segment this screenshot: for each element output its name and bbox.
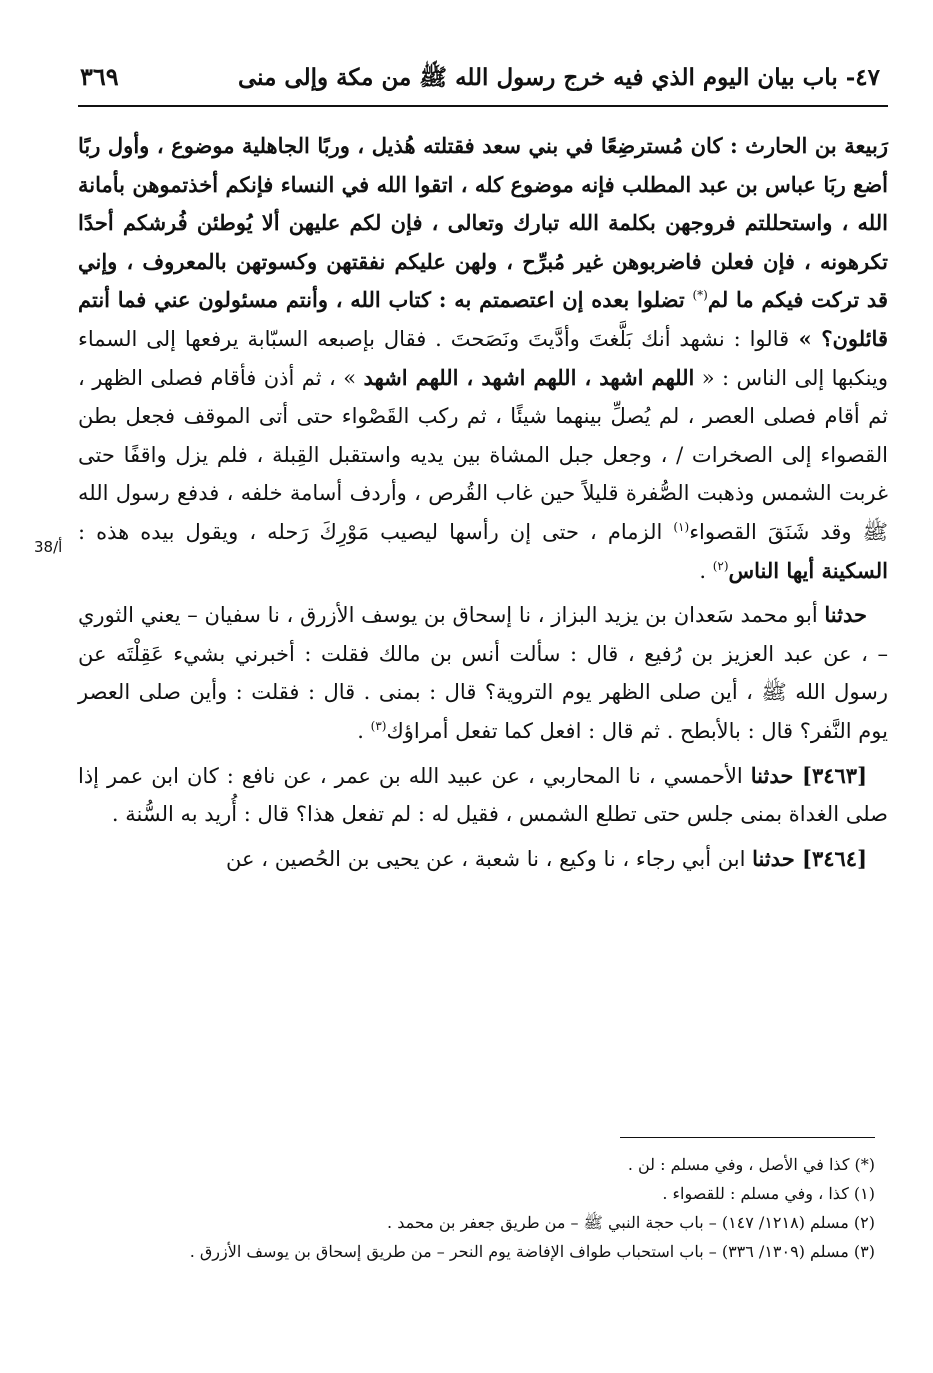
footnote-divider (620, 1137, 875, 1138)
chapter-title: ٤٧- باب بيان اليوم الذي فيه خرج رسول الله ﷺ من مكة وإلى منى (237, 64, 880, 91)
main-text (78, 127, 888, 878)
running-header (78, 62, 888, 107)
bold-text: حدثنا (750, 762, 802, 788)
hadith-text-paragraph (78, 127, 888, 590)
footnote-ref: (١) (673, 519, 690, 534)
footnote: (٣) مسلم (١٣٠٩/ ٣٣٦) – باب استحباب طواف الإفاضة يوم النحر – من طريق إسحاق بن يوسف الأزرق . (189, 1242, 875, 1261)
hadith-number: [٣٤٦٣] (802, 762, 867, 788)
plain-text: الأحمسي ، نا المحاربي ، عن عبيد الله بن عمر ، عن نافع : كان ابن عمر إذا صلى الغداة بمنى جلس حتى تطلع الشمس ، فقيل له : لم تفعل هذا؟ قال : أُريد به السُّنة . (78, 763, 888, 827)
footnote: (٢) مسلم (١٢١٨/ ١٤٧) – باب حجة النبي ﷺ – من طريق جعفر بن محمد . (387, 1213, 875, 1232)
plain-text: . (357, 718, 371, 743)
hadith-paragraph (78, 596, 888, 750)
hadith-paragraph (78, 840, 888, 879)
hadith-paragraph (78, 757, 888, 834)
hadith-number: [٣٤٦٤] (802, 845, 867, 871)
plain-text: قالوا : نشهد أنك بَلَّغتَ وأدَّيتَ ونَصَحتَ . فقال بإصبعه السبّابة يرفعها إلى السماء وينكبها إلى الناس : « (78, 326, 888, 390)
bold-text: السكينة أيها الناس (728, 557, 888, 583)
plain-text: ابن أبي رجاء ، نا وكيع ، نا شعبة ، عن يحيى بن الحُصين ، عن (226, 846, 753, 871)
bold-text: حدثنا (752, 845, 802, 871)
bold-text: رَبيعة بن الحارث : كان مُسترضِعًا في بني سعد فقتلته هُذيل ، وربًا الجاهلية موضوع ، وأول ربًا أضع ربَا عباس بن عبد المطلب فإنه موضوع كله ، اتقوا الله في النساء فإنكم أخذتموهن بأمانة الله ، واستحللتم فروجهن بكلمة الله تبارك وتعالى ، فإن لكم عليهن ألا يُوطئن فُرشكم أحدًا تكرهونه ، فإن فعلن فاضربوهن غير مُبرِّح ، ولهن عليكم نفقتهن وكسوتهن بالمعروف ، وإني قد تركت فيكم ما لم (78, 133, 888, 313)
footnote-ref: (٣) (370, 718, 387, 733)
plain-text: . (699, 558, 713, 583)
footnotes (75, 1150, 875, 1266)
page-number: ٣٦٩ (80, 62, 119, 91)
bold-text: تضلوا بعده إن اعتصمتم به : كتاب الله ، وأنتم مسئولون عني فما أنتم قائلون؟ » (78, 287, 888, 351)
manuscript-folio-note: 38/أ (34, 538, 63, 556)
bold-text: حدثنا (824, 602, 867, 628)
page (78, 62, 888, 878)
bold-text: اللهم اشهد ، اللهم اشهد ، اللهم اشهد (363, 364, 695, 390)
footnote: (*) كذا في الأصل ، وفي مسلم : لن . (627, 1155, 875, 1174)
plain-text: » ، ثم أذن فأقام فصلى الظهر ، ثم أقام فصلى العصر ، لم يُصلِّ بينهما شيئًا ، ثم ركب القَصْواء حتى أتى الموقف فجعل بطن القصواء إلى الصخرات / ، وجعل جبل المشاة بين يديه واستقبل القِبلة ، فلم يزل واقفًا حتى غربت الشمس وذهبت الصُّفرة قليلاً حين غاب القُرص ، وأردف أسامة خلفه ، فدفع رسول الله ﷺ وقد شَنَقَ القصواء (78, 365, 888, 544)
footnote: (١) كذا ، وفي مسلم : للقصواء . (662, 1184, 875, 1203)
plain-text: أبو محمد سَعدان بن يزيد البزاز ، نا إسحاق بن يوسف الأزرق ، نا سفيان – يعني الثوري – ، عن عبد العزيز بن رُفيع ، قال : سألت أنس بن مالك فقلت : أخبرني بشيء عَقِلْتَه عن رسول الله ﷺ ، أين صلى الظهر يوم التروية؟ قال : بمنى . قال : فقلت : وأين صلى العصر يوم النَّفر؟ قال : بالأبطح . ثم قال : افعل كما تفعل أمراؤك (78, 603, 888, 743)
footnote-ref: (*) (692, 288, 708, 303)
footnote-ref: (٢) (712, 558, 729, 573)
plain-text: الزمام ، حتى إن رأسها ليصيب مَوْرِكَ رَحله ، ويقول بيده هذه : (78, 519, 674, 544)
